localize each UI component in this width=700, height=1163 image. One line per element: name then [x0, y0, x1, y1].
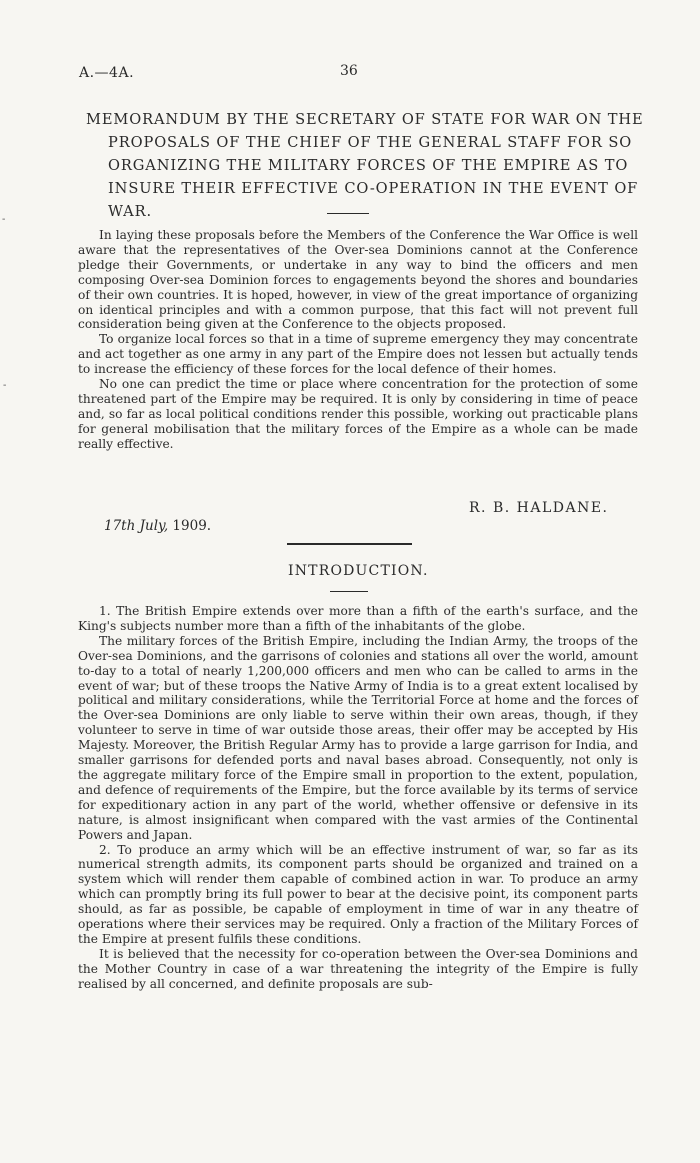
date-day: 17th July,	[104, 518, 169, 534]
signature: R. B. HALDANE.	[469, 500, 609, 516]
introduction-body	[78, 604, 638, 992]
introduction-paragraph-4: It is believed that the necessity for co-operation between the Over-sea Dominions and the Mother Country in case of a war threatening the integrity of the Empire is fully realised by all concerned, and definite proposals are sub-	[78, 946, 638, 991]
memorandum-date	[104, 518, 211, 534]
introduction-heading: INTRODUCTION.	[288, 563, 429, 579]
heading-divider	[330, 591, 368, 592]
date-year: 1909.	[168, 518, 212, 534]
margin-mark: -	[3, 380, 7, 391]
memorandum-paragraph-1: In laying these proposals before the Members of the Conference the War Office is well aware that the representatives of the Over-sea Dominions cannot at the Conference pledge their Governments, or undertake in any way to bind the officers and men composing Over-sea Dominion forces to engagements beyond the shores and boundaries of their own countries. It is hoped, however, in view of the great importance of organizing on identical principles and with a common purpose, that this fact will not prevent full consideration being given at the Conference to the objects proposed.	[78, 228, 638, 332]
document-reference: A.—4A.	[79, 65, 135, 81]
memorandum-paragraph-2: To organize local forces so that in a time of supreme emergency they may concentrate and act together as one army in any part of the Empire does not lessen but actually tends to increase the efficiency of these forces for the local defence of their homes.	[78, 332, 638, 377]
section-divider	[287, 543, 412, 545]
introduction-paragraph-3: 2. To produce an army which will be an effective instrument of war, so far as its numerical strength admits, its component parts should be organized and trained on a system which will render them capable of combined action in war. To produce an army which can promptly bring its full power to bear at the decisive point, its component parts should, as far as possible, be capable of employment in time of war in any theatre of operations where their services may be required. Only a fraction of the Military Forces of the Empire at present fulfils these conditions.	[78, 842, 638, 946]
page-number: 36	[340, 63, 358, 79]
introduction-paragraph-1: 1. The British Empire extends over more than a fifth of the earth's surface, and the King's subjects number more than a fifth of the inhabitants of the globe.	[78, 604, 638, 633]
introduction-paragraph-2: The military forces of the British Empire, including the Indian Army, the troops of the Over-sea Dominions, and the garrisons of colonies and stations all over the world, amount to-day to a total of nearly 1,200,000 officers and men who can be called to arms in the event of war; but of these troops the Native Army of India is to a great extent localised by political and military considerations, while the Territorial Force at home and the forces of the Over-sea Dominions are only liable to serve within their own areas, though, if they volunteer to serve in time of war outside those areas, their offer may be accepted by His Majesty. Moreover, the British Regular Army has to provide a large garrison for India, and smaller garrisons for defended ports and naval bases abroad. Consequently, not only is the aggregate military force of the Empire small in proportion to the extent, population, and defence of requirements of the Empire, but the force available by its terms of service for expeditionary action in any part of the world, whether offensive or defensive in its nature, is almost insignificant when compared with the vast armies of the Continental Powers and Japan.	[78, 633, 638, 842]
title-divider	[327, 213, 369, 214]
margin-mark: -	[2, 214, 6, 225]
memorandum-title: MEMORANDUM BY THE SECRETARY OF STATE FOR WAR ON THE PROPOSALS OF THE CHIEF OF THE GENERAL STAFF FOR SO ORGANIZING THE MILITARY FORCES OF THE EMPIRE AS TO INSURE THEIR EFFECTIVE CO-OPERATION IN THE EVENT OF WAR.	[86, 111, 644, 220]
memorandum-body	[78, 228, 638, 452]
memorandum-paragraph-3: No one can predict the time or place where concentration for the protection of some threatened part of the Empire may be required. It is only by considering in time of peace and, so far as local political conditions render this possible, working out practicable plans for general mobilisation that the military forces of the Empire as a whole can be made really effective.	[78, 377, 638, 451]
